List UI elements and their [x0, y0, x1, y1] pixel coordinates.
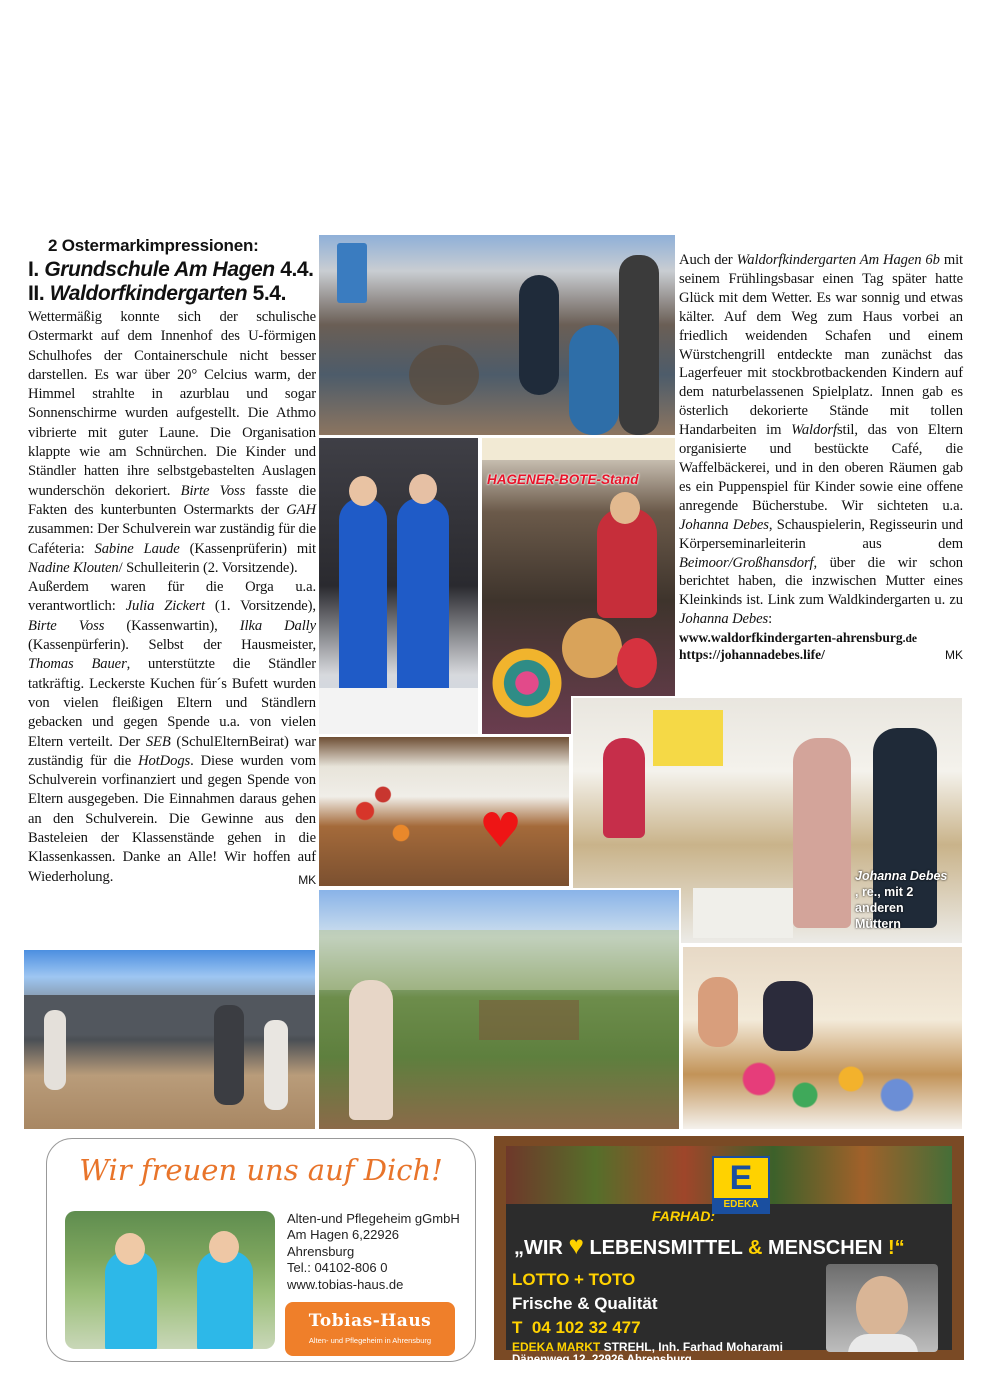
photo-schoolyard-crowd: [317, 233, 677, 437]
ad-website[interactable]: www.tobias-haus.de: [287, 1276, 404, 1292]
photo-two-women-blue: [317, 436, 480, 736]
right-article: [679, 249, 963, 666]
ad-address-block: Alten-und Pflegeheim gGmbH Am Hagen 6,22926 Ahrensburg Tel.: 04102-806 0 www.tobias-haus.de: [287, 1211, 460, 1292]
photo-hagener-bote-stand: [480, 436, 677, 736]
johanna-caption: Johanna Debes , re., mit 2 anderen Müttern: [855, 869, 948, 931]
ad-photo-caregivers: [65, 1211, 275, 1349]
farhad-label: FARHAD:: [652, 1208, 715, 1224]
heart-icon: ♥: [479, 803, 523, 859]
fresh-line: Frische & Qualität: [512, 1294, 658, 1313]
photo-kindergarten-garden: [317, 888, 681, 1131]
market-line: EDEKA MARKT STREHL, Inh. Farhad Moharami: [512, 1340, 783, 1354]
market-address: Dänenweg 12, 22926 Ahrensburg: [512, 1354, 692, 1366]
chalkboard: [506, 1146, 952, 1366]
headline-line-2: II. Waldorfkindergarten 5.4.: [28, 282, 287, 305]
edeka-phone: T 04 102 32 477: [512, 1318, 641, 1337]
signature: MK: [298, 872, 316, 887]
lotto-line: LOTTO + TOTO: [512, 1270, 636, 1289]
link-kindergarten[interactable]: www.waldorfkindergarten-ahrensburg.de: [679, 630, 918, 646]
heart-icon: ♥: [568, 1230, 584, 1260]
article-body-right: Auch der Waldorfkindergarten Am Hagen 6b mit seinem Frühlingsbasar einen Tag später hatte Glück mit dem Wetter. Es war sonnig und etwas kälter. Auf dem Weg zum Haus vorbei an friedlich weidenden Schafen und einem Würstchengrill entdeckte man zunächst das Lagerfeuer mit stockbrotbackenden Kindern auf dem naturbelassenen Spielplatz. Innen gab es österlich dekorierte Stände mit tollen Handarbeiten im Waldorfstil, das von Eltern organisierte und bestückte Café, die Waffelbäckerei, und in den oberen Räumen gab es ein Puppenspiel für Kinder sowie eine offene anregende Bücherstube. Wir sichteten u.a. Johanna Debes, Schauspielerin, Regisseurin und Körperseminarleiterin aus dem Beimoor/Großhansdorf, über die wir schon berichtet haben, die inzwischen Mutter eines Kleinkinds ist. Link zum Waldkindergarten u. zu Johanna Debes:: [679, 252, 964, 628]
edeka-slogan: „WIR ♥ LEBENSMITTEL & MENSCHEN !“: [514, 1230, 905, 1260]
link-johanna[interactable]: https://johannadebes.life/: [679, 647, 825, 663]
ad-edeka: [494, 1136, 964, 1366]
photo-easter-decoration: [317, 735, 571, 888]
headline-line-1: I. Grundschule Am Hagen 4.4.: [28, 258, 314, 281]
ad-tobias-haus: [46, 1138, 476, 1362]
tobias-logo: Tobias-Haus Alten- und Pflegeheim in Ahrensburg: [285, 1302, 455, 1356]
owner-photo: [826, 1264, 938, 1352]
article-body: Wettermäßig konnte sich der schulische Ostermarkt auf dem Innenhof des U-förmigen Schulhofes der Containerschule nicht besser darstellen. Es war über 20° Celcius warm, der Himmel strahlte in azurblau und sogar Sonnenschirme wurden aufgestellt. Die Athmo vibrierte mit guter Laune. Die Organisation klappte wie am Schnürchen. Die Kinder und Ständler hatten ihre selbstgebastelten Auslagen wunderschön dekoriert. Birte Voss fasste die Fakten des kunterbunten Ostermarkts der GAH zusammen: Der Schulverein war zuständig für die Caféteria: Sabine Laude (Kassenprüferin) mit Nadine Klouten/ Schulleiterin (2. Vorsitzende). Außerdem waren für die Orga u.a. verantwortlich: Julia Zickert (1. Vorsitzende), Birte Voss (Kassenwartin), Ilka Dally (Kassenpürferin). Selbst der Hausmeister, Thomas Bauer, unterstützte die Ständler tatkräftig. Leckerste Kuchen für´s Bufett wurden von vielen fleißigen Eltern und Ständlern gebacken und gegen Spende u.a. von vielen Eltern verteilt. Der SEB (SchulElternBeirat) war zuständig für die HotDogs. Diese wurden vom Schulverein vorfinanziert und gegen Spende von Eltern ausgegeben. Die Einnahmen daraus gehen an den Schulverein. Die Gewinne aus den Basteleien der Klassenstände gehen in die Klassenkassen. Danke an Alle! Wir hoffen auf Wiederholung. MK: [28, 308, 316, 887]
ad-slogan: Wir freuen uns auf Dich!: [79, 1153, 443, 1187]
stand-caption: HAGENER-BOTE-Stand: [487, 472, 639, 487]
photo-schoolyard-playground: [22, 948, 317, 1131]
edeka-logo: E EDEKA: [712, 1156, 770, 1214]
signature-right: MK: [945, 648, 963, 663]
article-subtitle: 2 Ostermarkimpressionen:: [48, 236, 259, 255]
left-article: [28, 236, 316, 890]
photo-children-crafts: [681, 945, 964, 1131]
